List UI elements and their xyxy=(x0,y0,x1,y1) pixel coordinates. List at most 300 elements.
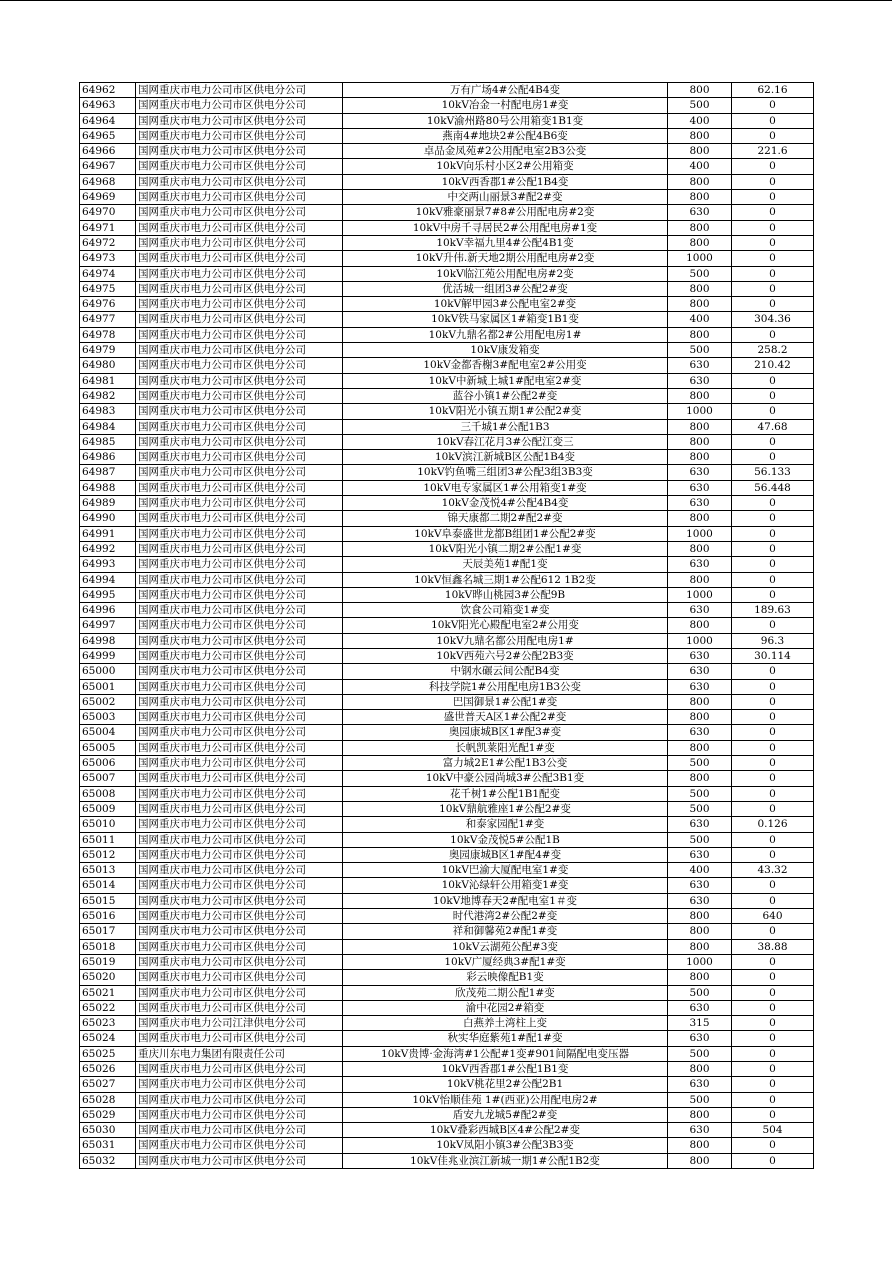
transformer-name-cell: 10kV贵博·金海湾#1公配#1变#901间隔配电变压器 xyxy=(343,1046,668,1061)
value-cell: 0 xyxy=(732,496,814,511)
value-cell: 0 xyxy=(732,98,814,113)
capacity-cell: 630 xyxy=(668,725,732,740)
transformer-name-cell: 10kV巴渝大厦配电室1#变 xyxy=(343,863,668,878)
value-cell: 0 xyxy=(732,1138,814,1153)
capacity-cell: 315 xyxy=(668,1016,732,1031)
company-cell: 国网重庆市电力公司市区供电分公司 xyxy=(136,985,343,1000)
company-cell: 国网重庆市电力公司市区供电分公司 xyxy=(136,1138,343,1153)
company-cell: 国网重庆市电力公司市区供电分公司 xyxy=(136,450,343,465)
company-cell: 国网重庆市电力公司市区供电分公司 xyxy=(136,924,343,939)
table-row xyxy=(80,98,814,113)
record-id-cell: 65022 xyxy=(80,1000,136,1015)
capacity-cell: 800 xyxy=(668,771,732,786)
table-row xyxy=(80,847,814,862)
transformer-name-cell: 蓝谷小镇1#公配2#变 xyxy=(343,388,668,403)
company-cell: 国网重庆市电力公司市区供电分公司 xyxy=(136,343,343,358)
value-cell: 0 xyxy=(732,450,814,465)
company-cell: 国网重庆市电力公司市区供电分公司 xyxy=(136,144,343,159)
value-cell: 0 xyxy=(732,985,814,1000)
record-id-cell: 64970 xyxy=(80,205,136,220)
capacity-cell: 500 xyxy=(668,343,732,358)
table-row xyxy=(80,128,814,143)
transformer-name-cell: 10kV中新城上城1#配电室2#变 xyxy=(343,373,668,388)
table-row xyxy=(80,343,814,358)
value-cell: 0 xyxy=(732,970,814,985)
company-cell: 国网重庆市电力公司市区供电分公司 xyxy=(136,480,343,495)
capacity-cell: 800 xyxy=(668,128,732,143)
value-cell: 0 xyxy=(732,618,814,633)
table-row xyxy=(80,159,814,174)
record-id-cell: 65015 xyxy=(80,893,136,908)
table-row xyxy=(80,572,814,587)
record-id-cell: 64962 xyxy=(80,83,136,98)
company-cell: 国网重庆市电力公司市区供电分公司 xyxy=(136,190,343,205)
value-cell: 38.88 xyxy=(732,939,814,954)
capacity-cell: 800 xyxy=(668,220,732,235)
company-cell: 国网重庆市电力公司市区供电分公司 xyxy=(136,618,343,633)
company-cell: 国网重庆市电力公司市区供电分公司 xyxy=(136,603,343,618)
record-id-cell: 64990 xyxy=(80,511,136,526)
company-cell: 国网重庆市电力公司市区供电分公司 xyxy=(136,373,343,388)
table-row xyxy=(80,618,814,633)
record-id-cell: 64969 xyxy=(80,190,136,205)
table-row xyxy=(80,557,814,572)
record-id-cell: 64979 xyxy=(80,343,136,358)
capacity-cell: 1000 xyxy=(668,954,732,969)
transformer-name-cell: 白燕养土湾柱上变 xyxy=(343,1016,668,1031)
value-cell: 0 xyxy=(732,924,814,939)
record-id-cell: 65008 xyxy=(80,786,136,801)
record-id-cell: 65000 xyxy=(80,664,136,679)
transformer-name-cell: 欣茂苑二期公配1#变 xyxy=(343,985,668,1000)
record-id-cell: 65024 xyxy=(80,1031,136,1046)
value-cell: 0 xyxy=(732,771,814,786)
capacity-cell: 630 xyxy=(668,205,732,220)
value-cell: 96.3 xyxy=(732,633,814,648)
table-row xyxy=(80,1138,814,1153)
transformer-name-cell: 10kV西香郡1#公配1B1变 xyxy=(343,1062,668,1077)
value-cell: 0 xyxy=(732,235,814,250)
transformer-name-cell: 秋实华庭紫苑1#配1#变 xyxy=(343,1031,668,1046)
transformer-name-cell: 10kV幸福九里4#公配4B1变 xyxy=(343,235,668,250)
value-cell: 0 xyxy=(732,205,814,220)
company-cell: 国网重庆市电力公司市区供电分公司 xyxy=(136,710,343,725)
table-row xyxy=(80,541,814,556)
record-id-cell: 65031 xyxy=(80,1138,136,1153)
record-id-cell: 65030 xyxy=(80,1123,136,1138)
capacity-cell: 500 xyxy=(668,266,732,281)
capacity-cell: 800 xyxy=(668,281,732,296)
table-row xyxy=(80,235,814,250)
transformer-name-cell: 彩云映像配B1变 xyxy=(343,970,668,985)
table-row xyxy=(80,266,814,281)
record-id-cell: 64988 xyxy=(80,480,136,495)
table-row xyxy=(80,664,814,679)
value-cell: 0 xyxy=(732,954,814,969)
table-row xyxy=(80,939,814,954)
company-cell: 国网重庆市电力公司江津供电分公司 xyxy=(136,1016,343,1031)
record-id-cell: 65019 xyxy=(80,954,136,969)
capacity-cell: 630 xyxy=(668,1123,732,1138)
capacity-cell: 800 xyxy=(668,541,732,556)
value-cell: 0 xyxy=(732,710,814,725)
table-body xyxy=(80,83,814,1169)
value-cell: 189.63 xyxy=(732,603,814,618)
company-cell: 国网重庆市电力公司市区供电分公司 xyxy=(136,1153,343,1168)
company-cell: 国网重庆市电力公司市区供电分公司 xyxy=(136,205,343,220)
record-id-cell: 65011 xyxy=(80,832,136,847)
value-cell: 0 xyxy=(732,1046,814,1061)
transformer-name-cell: 天辰美苑1#配1变 xyxy=(343,557,668,572)
capacity-cell: 500 xyxy=(668,786,732,801)
table-row xyxy=(80,648,814,663)
company-cell: 国网重庆市电力公司市区供电分公司 xyxy=(136,572,343,587)
capacity-cell: 800 xyxy=(668,190,732,205)
transformer-name-cell: 10kV向乐村小区2#公用箱变 xyxy=(343,159,668,174)
record-id-cell: 65018 xyxy=(80,939,136,954)
table-row xyxy=(80,633,814,648)
value-cell: 0 xyxy=(732,1031,814,1046)
record-id-cell: 64994 xyxy=(80,572,136,587)
transformer-name-cell: 10kV西苑六号2#公配2B3变 xyxy=(343,648,668,663)
table-row xyxy=(80,1016,814,1031)
company-cell: 国网重庆市电力公司市区供电分公司 xyxy=(136,786,343,801)
table-row xyxy=(80,496,814,511)
transformer-name-cell: 10kV怡顺佳苑 1#(西亚)公用配电房2# xyxy=(343,1092,668,1107)
company-cell: 国网重庆市电力公司市区供电分公司 xyxy=(136,83,343,98)
company-cell: 国网重庆市电力公司市区供电分公司 xyxy=(136,266,343,281)
capacity-cell: 800 xyxy=(668,235,732,250)
capacity-cell: 500 xyxy=(668,832,732,847)
transformer-name-cell: 时代港湾2#公配2#变 xyxy=(343,909,668,924)
company-cell: 国网重庆市电力公司市区供电分公司 xyxy=(136,679,343,694)
company-cell: 国网重庆市电力公司市区供电分公司 xyxy=(136,557,343,572)
value-cell: 0 xyxy=(732,159,814,174)
table-row xyxy=(80,419,814,434)
value-cell: 0 xyxy=(732,434,814,449)
record-id-cell: 64976 xyxy=(80,297,136,312)
table-row xyxy=(80,740,814,755)
value-cell: 0 xyxy=(732,327,814,342)
transformer-name-cell: 10kV金茂悦4#公配4B4变 xyxy=(343,496,668,511)
table-row xyxy=(80,511,814,526)
record-id-cell: 64981 xyxy=(80,373,136,388)
record-id-cell: 64991 xyxy=(80,526,136,541)
record-id-cell: 65021 xyxy=(80,985,136,1000)
table-row xyxy=(80,970,814,985)
capacity-cell: 630 xyxy=(668,847,732,862)
value-cell: 0 xyxy=(732,694,814,709)
capacity-cell: 630 xyxy=(668,603,732,618)
capacity-cell: 630 xyxy=(668,1077,732,1092)
company-cell: 国网重庆市电力公司市区供电分公司 xyxy=(136,1031,343,1046)
company-cell: 国网重庆市电力公司市区供电分公司 xyxy=(136,664,343,679)
capacity-cell: 800 xyxy=(668,1062,732,1077)
transformer-name-cell: 10kV升伟.新天地2期公用配电房#2变 xyxy=(343,251,668,266)
value-cell: 0 xyxy=(732,878,814,893)
transformer-name-cell: 万有广场4#公配4B4变 xyxy=(343,83,668,98)
value-cell: 0 xyxy=(732,251,814,266)
capacity-cell: 400 xyxy=(668,312,732,327)
table-row xyxy=(80,1123,814,1138)
transformer-name-cell: 10kV铁马家属区1#箱变1B1变 xyxy=(343,312,668,327)
transformer-name-cell: 10kV康发箱变 xyxy=(343,343,668,358)
record-id-cell: 64997 xyxy=(80,618,136,633)
value-cell: 0 xyxy=(732,266,814,281)
table-row xyxy=(80,587,814,602)
transformer-name-cell: 长帆凯莱阳光配1#变 xyxy=(343,740,668,755)
table-row xyxy=(80,694,814,709)
value-cell: 0 xyxy=(732,572,814,587)
record-id-cell: 64973 xyxy=(80,251,136,266)
company-cell: 国网重庆市电力公司市区供电分公司 xyxy=(136,939,343,954)
record-id-cell: 64972 xyxy=(80,235,136,250)
table-row xyxy=(80,832,814,847)
capacity-cell: 800 xyxy=(668,710,732,725)
capacity-cell: 800 xyxy=(668,1153,732,1168)
table-row xyxy=(80,771,814,786)
capacity-cell: 500 xyxy=(668,985,732,1000)
table-row xyxy=(80,1077,814,1092)
capacity-cell: 630 xyxy=(668,893,732,908)
record-id-cell: 64993 xyxy=(80,557,136,572)
transformer-name-cell: 富力城2E1#公配1B3公变 xyxy=(343,756,668,771)
value-cell: 0 xyxy=(732,404,814,419)
capacity-cell: 800 xyxy=(668,450,732,465)
capacity-cell: 630 xyxy=(668,465,732,480)
value-cell: 0 xyxy=(732,373,814,388)
record-id-cell: 64995 xyxy=(80,587,136,602)
capacity-cell: 800 xyxy=(668,970,732,985)
company-cell: 国网重庆市电力公司市区供电分公司 xyxy=(136,954,343,969)
capacity-cell: 1000 xyxy=(668,526,732,541)
company-cell: 国网重庆市电力公司市区供电分公司 xyxy=(136,465,343,480)
company-cell: 国网重庆市电力公司市区供电分公司 xyxy=(136,725,343,740)
transformer-name-cell: 10kV雅豪丽景7#8#公用配电房#2变 xyxy=(343,205,668,220)
capacity-cell: 800 xyxy=(668,434,732,449)
value-cell: 0 xyxy=(732,1062,814,1077)
company-cell: 国网重庆市电力公司市区供电分公司 xyxy=(136,358,343,373)
table-row xyxy=(80,358,814,373)
record-id-cell: 65023 xyxy=(80,1016,136,1031)
record-id-cell: 64992 xyxy=(80,541,136,556)
capacity-cell: 630 xyxy=(668,664,732,679)
value-cell: 0.126 xyxy=(732,817,814,832)
transformer-name-cell: 10kV金都香榭3#配电室2#公用变 xyxy=(343,358,668,373)
capacity-cell: 630 xyxy=(668,373,732,388)
company-cell: 国网重庆市电力公司市区供电分公司 xyxy=(136,404,343,419)
table-row xyxy=(80,1092,814,1107)
table-row xyxy=(80,373,814,388)
capacity-cell: 1000 xyxy=(668,404,732,419)
value-cell: 0 xyxy=(732,190,814,205)
table-row xyxy=(80,434,814,449)
transformer-name-cell: 渝中花园2#箱变 xyxy=(343,1000,668,1015)
capacity-cell: 800 xyxy=(668,572,732,587)
company-cell: 国网重庆市电力公司市区供电分公司 xyxy=(136,327,343,342)
transformer-name-cell: 10kV冶金一村配电房1#变 xyxy=(343,98,668,113)
value-cell: 210.42 xyxy=(732,358,814,373)
record-id-cell: 65032 xyxy=(80,1153,136,1168)
value-cell: 56.133 xyxy=(732,465,814,480)
capacity-cell: 800 xyxy=(668,174,732,189)
table-row xyxy=(80,113,814,128)
company-cell: 国网重庆市电力公司市区供电分公司 xyxy=(136,587,343,602)
company-cell: 国网重庆市电力公司市区供电分公司 xyxy=(136,113,343,128)
capacity-cell: 800 xyxy=(668,939,732,954)
record-id-cell: 65027 xyxy=(80,1077,136,1092)
page-top-rule xyxy=(0,0,892,1)
company-cell: 国网重庆市电力公司市区供电分公司 xyxy=(136,756,343,771)
transformer-name-cell: 10kV解甲园3#公配电室2#变 xyxy=(343,297,668,312)
transformer-name-cell: 10kV阳光心殿配电室2#公用变 xyxy=(343,618,668,633)
transformer-name-cell: 10kV滨江新城B区公配1B4变 xyxy=(343,450,668,465)
capacity-cell: 630 xyxy=(668,496,732,511)
value-cell: 0 xyxy=(732,1153,814,1168)
capacity-cell: 800 xyxy=(668,1138,732,1153)
record-id-cell: 65017 xyxy=(80,924,136,939)
transformer-name-cell: 10kV叠彩西城B区4#公配2#变 xyxy=(343,1123,668,1138)
table-row xyxy=(80,1107,814,1122)
value-cell: 0 xyxy=(732,893,814,908)
capacity-cell: 1000 xyxy=(668,633,732,648)
capacity-cell: 630 xyxy=(668,1031,732,1046)
transformer-name-cell: 10kV九鼎名都2#公用配电房1# xyxy=(343,327,668,342)
capacity-cell: 800 xyxy=(668,1107,732,1122)
record-id-cell: 64968 xyxy=(80,174,136,189)
capacity-cell: 400 xyxy=(668,159,732,174)
value-cell: 43.32 xyxy=(732,863,814,878)
capacity-cell: 500 xyxy=(668,98,732,113)
table-row xyxy=(80,312,814,327)
value-cell: 0 xyxy=(732,1107,814,1122)
company-cell: 国网重庆市电力公司市区供电分公司 xyxy=(136,281,343,296)
transformer-name-cell: 奥园康城B区1#配3#变 xyxy=(343,725,668,740)
table-row xyxy=(80,1000,814,1015)
transformer-name-cell: 10kV鼎航雅座1#公配2#变 xyxy=(343,801,668,816)
value-cell: 0 xyxy=(732,388,814,403)
transformer-name-cell: 10kV钓鱼嘴三组团3#公配3组3B3变 xyxy=(343,465,668,480)
transformer-name-cell: 10kV西香郡1#公配1B4变 xyxy=(343,174,668,189)
company-cell: 国网重庆市电力公司市区供电分公司 xyxy=(136,633,343,648)
transformer-name-cell: 10kV恒鑫名城三期1#公配612 1B2变 xyxy=(343,572,668,587)
table-row xyxy=(80,1153,814,1168)
table-row xyxy=(80,893,814,908)
company-cell: 国网重庆市电力公司市区供电分公司 xyxy=(136,1092,343,1107)
company-cell: 国网重庆市电力公司市区供电分公司 xyxy=(136,1123,343,1138)
transformer-name-cell: 10kV佳兆业滨江新城一期1#公配1B2变 xyxy=(343,1153,668,1168)
transformer-name-cell: 10kV桃花里2#公配2B1 xyxy=(343,1077,668,1092)
company-cell: 国网重庆市电力公司市区供电分公司 xyxy=(136,419,343,434)
record-id-cell: 65003 xyxy=(80,710,136,725)
value-cell: 0 xyxy=(732,557,814,572)
capacity-cell: 800 xyxy=(668,419,732,434)
value-cell: 0 xyxy=(732,511,814,526)
value-cell: 0 xyxy=(732,725,814,740)
capacity-cell: 630 xyxy=(668,480,732,495)
table-row xyxy=(80,756,814,771)
value-cell: 0 xyxy=(732,297,814,312)
value-cell: 258.2 xyxy=(732,343,814,358)
capacity-cell: 800 xyxy=(668,144,732,159)
table-row xyxy=(80,83,814,98)
transformer-name-cell: 10kV中豪公园尚城3#公配3B1变 xyxy=(343,771,668,786)
value-cell: 0 xyxy=(732,220,814,235)
transformer-name-cell: 10kV春江花月3#公配江变三 xyxy=(343,434,668,449)
record-id-cell: 65002 xyxy=(80,694,136,709)
company-cell: 国网重庆市电力公司市区供电分公司 xyxy=(136,893,343,908)
capacity-cell: 500 xyxy=(668,756,732,771)
value-cell: 304.36 xyxy=(732,312,814,327)
transformer-name-cell: 10kV电专家属区1#公用箱变1#变 xyxy=(343,480,668,495)
capacity-cell: 800 xyxy=(668,694,732,709)
transformer-name-cell: 盛世普天A区1#公配2#变 xyxy=(343,710,668,725)
transformer-name-cell: 中钢水碾云间公配B4变 xyxy=(343,664,668,679)
company-cell: 国网重庆市电力公司市区供电分公司 xyxy=(136,174,343,189)
company-cell: 国网重庆市电力公司市区供电分公司 xyxy=(136,1107,343,1122)
record-id-cell: 65014 xyxy=(80,878,136,893)
value-cell: 0 xyxy=(732,679,814,694)
capacity-cell: 800 xyxy=(668,909,732,924)
transformer-name-cell: 科技学院1#公用配电房1B3公变 xyxy=(343,679,668,694)
record-id-cell: 64971 xyxy=(80,220,136,235)
company-cell: 国网重庆市电力公司市区供电分公司 xyxy=(136,128,343,143)
value-cell: 640 xyxy=(732,909,814,924)
record-id-cell: 65010 xyxy=(80,817,136,832)
value-cell: 0 xyxy=(732,526,814,541)
company-cell: 国网重庆市电力公司市区供电分公司 xyxy=(136,648,343,663)
record-id-cell: 65016 xyxy=(80,909,136,924)
table-row xyxy=(80,190,814,205)
company-cell: 国网重庆市电力公司市区供电分公司 xyxy=(136,526,343,541)
company-cell: 国网重庆市电力公司市区供电分公司 xyxy=(136,878,343,893)
company-cell: 重庆川东电力集团有限责任公司 xyxy=(136,1046,343,1061)
record-id-cell: 65006 xyxy=(80,756,136,771)
table-row xyxy=(80,1062,814,1077)
table-row xyxy=(80,144,814,159)
transformer-name-cell: 10kV渝州路80号公用箱变1B1变 xyxy=(343,113,668,128)
company-cell: 国网重庆市电力公司市区供电分公司 xyxy=(136,817,343,832)
company-cell: 国网重庆市电力公司市区供电分公司 xyxy=(136,909,343,924)
transformer-name-cell: 10kV临江苑公用配电房#2变 xyxy=(343,266,668,281)
company-cell: 国网重庆市电力公司市区供电分公司 xyxy=(136,312,343,327)
table-row xyxy=(80,909,814,924)
transformer-name-cell: 中交两山丽景3#配2#变 xyxy=(343,190,668,205)
record-id-cell: 65029 xyxy=(80,1107,136,1122)
transformer-name-cell: 巴国御景1#公配1#变 xyxy=(343,694,668,709)
transformer-name-cell: 10kV云湖苑公配#3变 xyxy=(343,939,668,954)
company-cell: 国网重庆市电力公司市区供电分公司 xyxy=(136,832,343,847)
table-row xyxy=(80,1046,814,1061)
company-cell: 国网重庆市电力公司市区供电分公司 xyxy=(136,98,343,113)
value-cell: 30.114 xyxy=(732,648,814,663)
capacity-cell: 630 xyxy=(668,679,732,694)
table-row xyxy=(80,801,814,816)
record-id-cell: 64985 xyxy=(80,434,136,449)
value-cell: 0 xyxy=(732,1077,814,1092)
record-id-cell: 65026 xyxy=(80,1062,136,1077)
table-row xyxy=(80,924,814,939)
transformer-name-cell: 10kV九鼎名都公用配电房1# xyxy=(343,633,668,648)
transformer-name-cell: 10kV凤阳小镇3#公配3B3变 xyxy=(343,1138,668,1153)
record-id-cell: 64987 xyxy=(80,465,136,480)
company-cell: 国网重庆市电力公司市区供电分公司 xyxy=(136,220,343,235)
company-cell: 国网重庆市电力公司市区供电分公司 xyxy=(136,541,343,556)
capacity-cell: 630 xyxy=(668,878,732,893)
table-row xyxy=(80,465,814,480)
company-cell: 国网重庆市电力公司市区供电分公司 xyxy=(136,297,343,312)
value-cell: 0 xyxy=(732,801,814,816)
